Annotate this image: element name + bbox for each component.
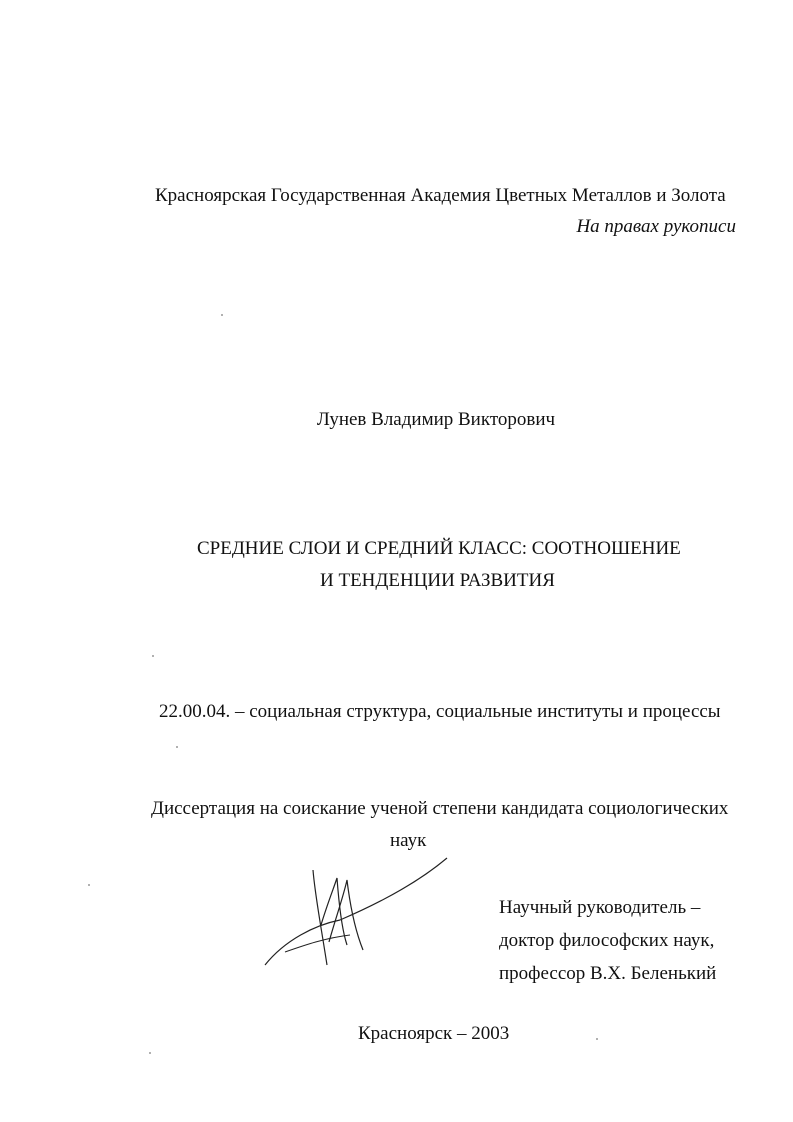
supervisor-role: Научный руководитель – — [499, 897, 701, 918]
thesis-title-line-2: И ТЕНДЕНЦИИ РАЗВИТИЯ — [320, 570, 555, 591]
handwritten-signature — [255, 850, 455, 975]
supervisor-degree: доктор философских наук, — [499, 930, 715, 951]
supervisor-name: профессор В.Х. Беленький — [499, 963, 717, 984]
city-and-year: Красноярск – 2003 — [358, 1023, 510, 1044]
institution-name: Красноярская Государственная Академия Цветных Металлов и Золота — [155, 185, 726, 206]
thesis-title-line-1: СРЕДНИЕ СЛОИ И СРЕДНИЙ КЛАСС: СООТНОШЕНИЕ — [197, 538, 681, 559]
specialty-code: 22.00.04. – социальная структура, социальные институты и процессы — [159, 701, 721, 722]
author-name: Лунев Владимир Викторович — [316, 409, 556, 430]
scan-speck — [152, 655, 154, 657]
scan-speck — [221, 314, 223, 316]
scan-speck — [149, 1052, 151, 1054]
scan-speck — [88, 884, 90, 886]
scan-speck — [176, 746, 178, 748]
manuscript-note: На правах рукописи — [576, 216, 736, 237]
dissertation-degree-line-1: Диссертация на соискание ученой степени кандидата социологических — [151, 798, 729, 819]
dissertation-degree-line-2: наук — [390, 830, 427, 851]
scan-speck — [596, 1038, 598, 1040]
